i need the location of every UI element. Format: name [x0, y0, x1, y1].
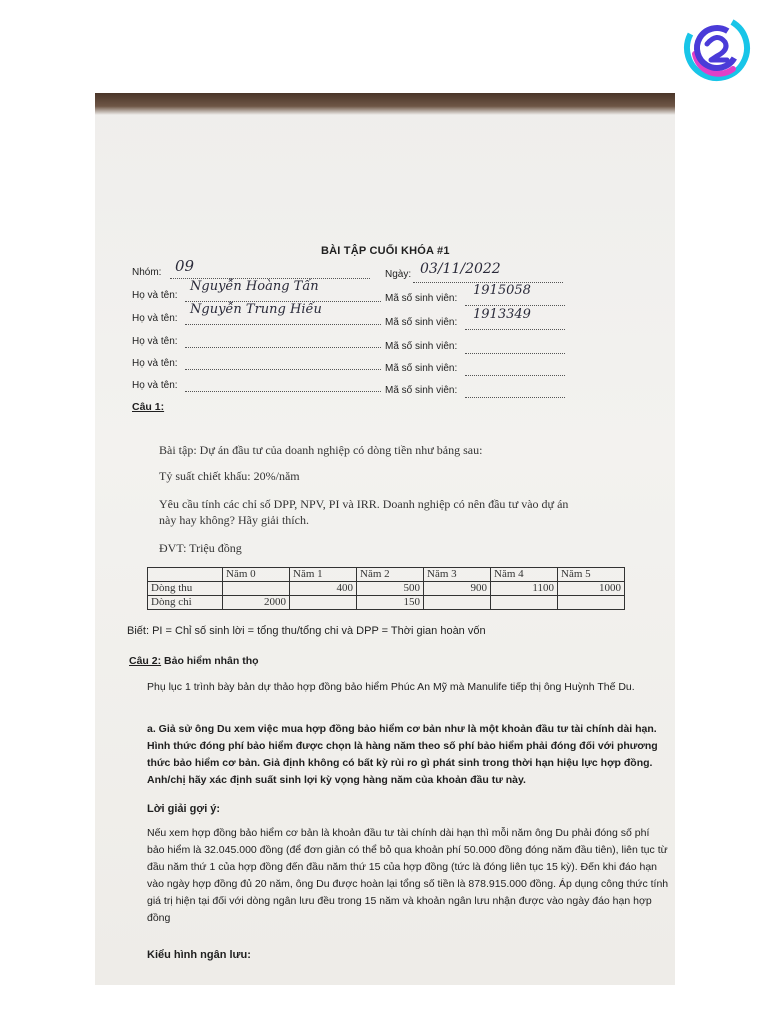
q1-note: Biết: PI = Chỉ số sinh lời = tổng thu/tổng chi và DPP = Thời gian hoàn vốn: [127, 625, 486, 637]
q1-line3: Yêu cầu tính các chỉ số DPP, NPV, PI và IRR. Doanh nghiệp có nên đầu tư vào dự án: [159, 497, 569, 511]
q1-line5: ĐVT: Triệu đồng: [159, 541, 242, 555]
name-line: [185, 381, 381, 392]
table-cell: 1000: [558, 582, 625, 596]
table-cell: 400: [290, 582, 357, 596]
table-header-cell: Năm 2: [357, 568, 424, 582]
name-label: Họ và tên:: [132, 380, 178, 391]
q2-heading: Câu 2:: [129, 655, 162, 667]
table-header-cell: Năm 5: [558, 568, 625, 582]
name-label: Họ và tên:: [132, 290, 178, 301]
student-name: Nguyễn Trung Hiếu: [190, 302, 322, 317]
id-label: Mã số sinh viên:: [385, 363, 458, 374]
student-id: 1915058: [473, 283, 531, 298]
table-row: [148, 582, 625, 596]
table-header-cell: Năm 4: [491, 568, 558, 582]
table-cell: [290, 596, 357, 610]
id-label: Mã số sinh viên:: [385, 341, 458, 352]
q1-heading: Câu 1:: [132, 401, 165, 413]
table-cell: 500: [357, 582, 424, 596]
table-header-cell: Năm 1: [290, 568, 357, 582]
cashflow-heading: Kiểu hình ngân lưu:: [147, 949, 251, 961]
id-line: [465, 387, 565, 398]
q2-part-a: a. Giả sử ông Du xem việc mua hợp đồng bảo hiểm cơ bản như là một khoản đầu tư tài chính dài hạn. Hình thức đóng phí bảo hiểm được chọn là hàng năm theo số phí bảo hiểm phải đóng đối với phương thức bảo hiểm cơ bản. Giả định không có bất kỳ rủi ro gì phát sinh trong thời hạn hiệu lực hợp đồng. Anh/chị hãy xác định suất sinh lợi kỳ vọng hàng năm của khoản đầu tư này.: [147, 723, 658, 786]
q1-line4: này hay không? Hãy giải thích.: [159, 513, 309, 527]
group-value: 09: [175, 257, 195, 275]
q1-line2: Tỷ suất chiết khấu: 20%/năm: [159, 469, 300, 483]
date-value: 03/11/2022: [420, 261, 501, 277]
document-photo: [95, 93, 675, 985]
group-line: [170, 268, 370, 279]
q2-topic: Bảo hiểm nhân thọ: [164, 655, 259, 667]
id-line: [465, 343, 565, 354]
id-line: [465, 365, 565, 376]
table-cell: [223, 582, 290, 596]
table-cell: [491, 596, 558, 610]
table-cell: [424, 596, 491, 610]
brand-logo-icon: [683, 14, 751, 82]
table-cell: 2000: [223, 596, 290, 610]
table-row: [148, 596, 625, 610]
table-cell: Dòng thu: [148, 582, 223, 596]
name-label: Họ và tên:: [132, 313, 178, 324]
name-line: [185, 337, 381, 348]
name-label: Họ và tên:: [132, 336, 178, 347]
id-label: Mã số sinh viên:: [385, 293, 458, 304]
table-header-row: [148, 568, 625, 582]
table-cell: 900: [424, 582, 491, 596]
cashflow-table: [147, 567, 625, 610]
name-label: Họ và tên:: [132, 358, 178, 369]
table-header-cell: Năm 3: [424, 568, 491, 582]
id-label: Mã số sinh viên:: [385, 385, 458, 396]
hint-heading: Lời giải gợi ý:: [147, 803, 221, 815]
student-id: 1913349: [473, 307, 531, 322]
table-cell: 150: [357, 596, 424, 610]
exam-sheet: [95, 93, 675, 985]
q2-heading-row: [129, 655, 259, 667]
group-label: Nhóm:: [132, 267, 162, 278]
page-title: BÀI TẬP CUỐI KHÓA #1: [321, 245, 450, 257]
table-header-cell: Năm 0: [223, 568, 290, 582]
q1-line1: Bài tập: Dự án đầu tư của doanh nghiệp có dòng tiền như bảng sau:: [159, 443, 483, 457]
table-cell: [558, 596, 625, 610]
hint-body: Nếu xem hợp đồng bảo hiểm cơ bản là khoản đầu tư tài chính dài hạn thì mỗi năm ông Du phải đóng số phí bảo hiểm là 32.045.000 đồng (để đơn giản có thể bỏ qua khoản phí 50.000 đồng đóng năm đầu tiên), liên tục từ đầu năm thứ 1 của hợp đồng đến đầu năm thứ 15 của hợp đồng (tức là đóng liên tục 15 kỳ). Đến khi đáo hạn vào ngày hợp đồng đủ 20 năm, ông Du được hoàn lại tổng số tiền là 878.915.000 đồng. Áp dụng công thức tính giá trị hiện tại đối với dòng ngân lưu đều trong 15 năm và khoản ngân lưu nhận được vào ngày đáo hạn hợp đồng: [147, 827, 669, 924]
student-name: Nguyễn Hoàng Tấn: [190, 279, 319, 294]
table-header-cell: [148, 568, 223, 582]
q2-intro: Phụ lục 1 trình bày bản dự thảo hợp đồng bảo hiểm Phúc An Mỹ mà Manulife tiếp thị ông Huỳnh Thế Du.: [147, 681, 635, 693]
date-label: Ngày:: [385, 269, 412, 280]
name-line: [185, 359, 381, 370]
table-cell: Dòng chi: [148, 596, 223, 610]
table-cell: 1100: [491, 582, 558, 596]
id-label: Mã số sinh viên:: [385, 317, 458, 328]
